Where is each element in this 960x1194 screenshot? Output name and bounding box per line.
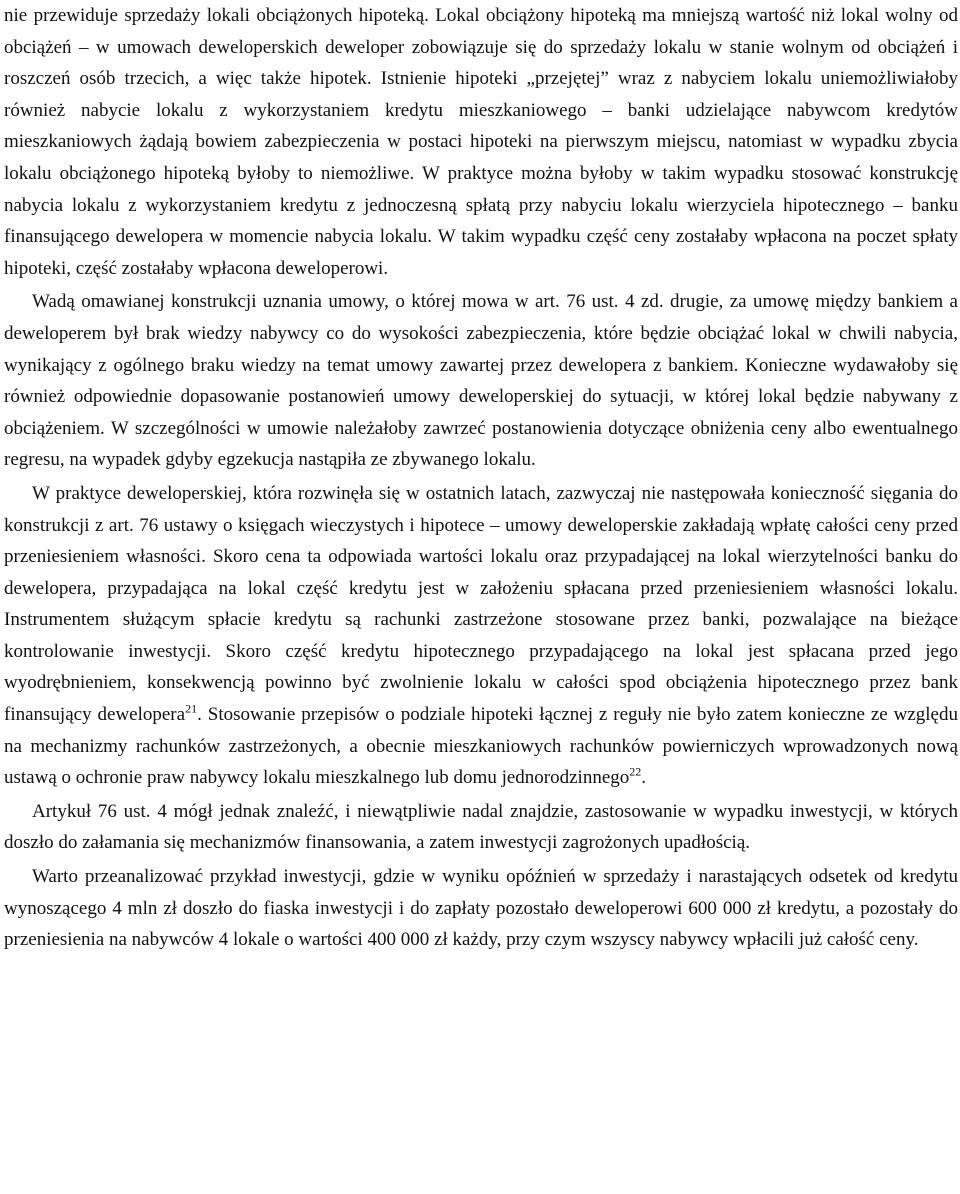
paragraph-4 <box>4 796 958 859</box>
paragraph-3-text-c: . <box>641 767 646 789</box>
paragraph-2 <box>4 286 958 476</box>
paragraph-5 <box>4 861 958 956</box>
paragraph-4-text: Artykuł 76 ust. 4 mógł jednak znaleźć, i niewątpliwie nadal znajdzie, zastosowanie w wypadku inwestycji, w których doszło do załamania się mechanizmów finansowania, a zatem inwestycji zagrożonych upadłością. <box>4 800 958 854</box>
paragraph-1 <box>4 0 958 284</box>
footnote-ref-21[interactable]: 21 <box>185 701 198 716</box>
paragraph-2-text: Wadą omawianej konstrukcji uznania umowy, o której mowa w art. 76 ust. 4 zd. drugie, za umowę między bankiem a deweloperem był brak wiedzy nabywcy co do wysokości zabezpieczenia, które będzie obciążać lokal w chwili nabycia, wynikający z ogólnego braku wiedzy na temat umowy zawartej przez dewelopera z bankiem. Konieczne wydawałoby się również odpowiednie dopasowanie postanowień umowy deweloperskiej do sytuacji, w której lokal będzie nabywany z obciążeniem. W szczególności w umowie należałoby zawrzeć postanowienia dotyczące obniżenia ceny albo ewentualnego regresu, na wypadek gdyby egzekucja nastąpiła ze zbywanego lokalu. <box>4 291 958 471</box>
paragraph-5-text: Warto przeanalizować przykład inwestycji, gdzie w wyniku opóźnień w sprzedaży i narastających odsetek od kredytu wynoszącego 4 mln zł doszło do fiaska inwestycji i do zapłaty pozostało deweloperowi 600 000 zł kredytu, a pozostały do przeniesienia na nabywców 4 lokale o wartości 400 000 zł każdy, przy czym wszyscy nabywcy wpłacili już całość ceny. <box>4 866 958 951</box>
paragraph-3 <box>4 478 958 794</box>
paragraph-3-text-a: W praktyce deweloperskiej, która rozwinęła się w ostatnich latach, zazwyczaj nie następowała konieczność sięgania do konstrukcji z art. 76 ustawy o księgach wieczystych i hipotece – umowy deweloperskie zakładają wpłatę całości ceny przed przeniesieniem własności. Skoro cena ta odpowiada wartości lokalu oraz przypadającej na lokal wierzytelności banku do dewelopera, przypadająca na lokal część kredytu jest w założeniu spłacana przed przeniesieniem własności lokalu. Instrumentem służącym spłacie kredytu są rachunki zastrzeżone stosowane przez banki, pozwalające na bieżące kontrolowanie inwestycji. Skoro część kredytu hipotecznego przypadającego na lokal jest spłacana przed jego wyodrębnieniem, konsekwencją powinno być zwolnienie lokalu w całości spod obciążenia hipotecznego przez bank finansujący dewelopera <box>4 482 958 726</box>
paragraph-3-text-b: . Stosowanie przepisów o podziale hipoteki łącznej z reguły nie było zatem konieczne ze względu na mechanizmy rachunków zastrzeżonych, a obecnie mieszkaniowych rachunków powierniczych wprowadzonych nową ustawą o ochronie praw nabywcy lokalu mieszkalnego lub domu jednorodzinnego <box>4 704 958 789</box>
footnote-ref-22[interactable]: 22 <box>629 764 642 779</box>
paragraph-1-text: nie przewiduje sprzedaży lokali obciążonych hipoteką. Lokal obciążony hipoteką ma mniejszą wartość niż lokal wolny od obciążeń – w umowach deweloperskich deweloper zobowiązuje się do sprzedaży lokalu w stanie wolnym od obciążeń i roszczeń osób trzecich, a więc także hipotek. Istnienie hipoteki „przejętej” wraz z nabyciem lokalu uniemożliwiałoby również nabycie lokalu z wykorzystaniem kredytu mieszkaniowego – banki udzielające nabywcom kredytów mieszkaniowych żądają bowiem zabezpieczenia w postaci hipoteki na pierwszym miejscu, natomiast w wypadku zbycia lokalu obciążonego hipoteką byłoby to niemożliwe. W praktyce można byłoby w takim wypadku stosować konstrukcję nabycia lokalu z wykorzystaniem kredytu z jednoczesną spłatą przy nabyciu lokalu wierzyciela hipotecznego – banku finansującego dewelopera w momencie nabycia lokalu. W takim wypadku część ceny zostałaby wpłacona na poczet spłaty hipoteki, część zostałaby wpłacona deweloperowi. <box>4 5 958 279</box>
